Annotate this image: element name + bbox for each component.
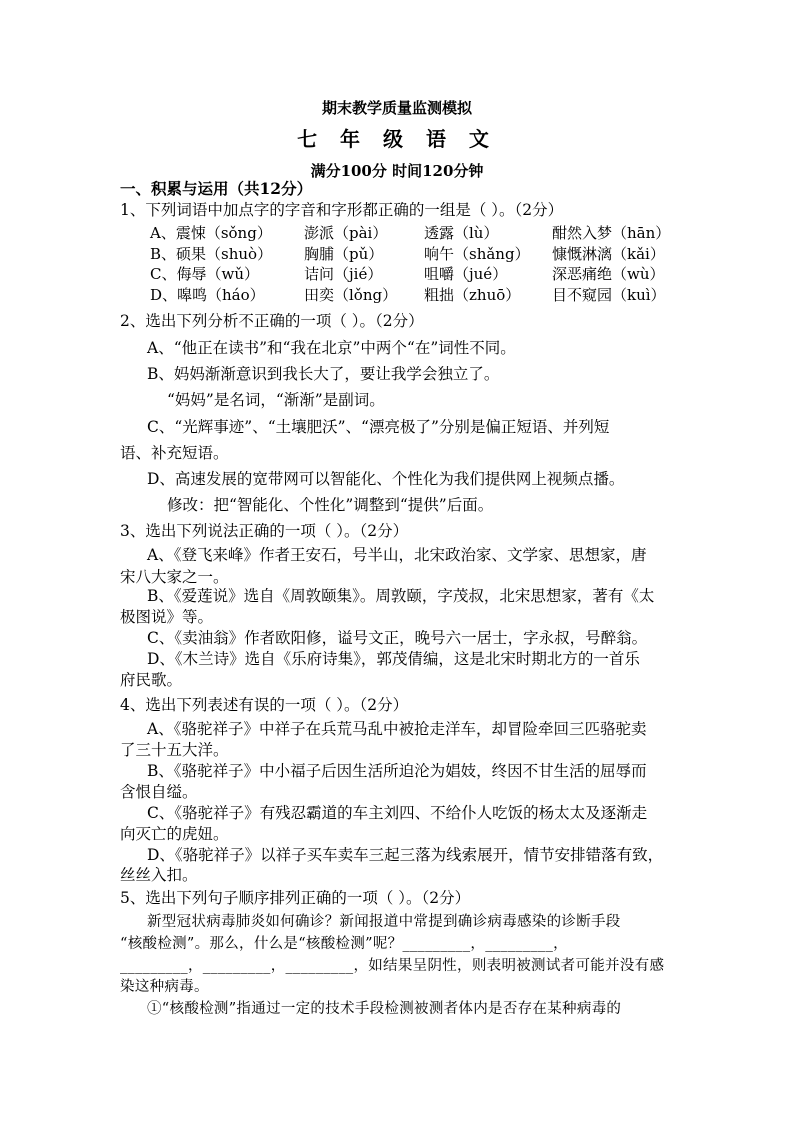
q3-option-a-line2: 宋八大家之一。	[120, 568, 229, 586]
section-heading: 一、积累与运用（共12分）	[120, 179, 313, 198]
q1-option-c-word3: 咀嚼（jué）	[424, 265, 508, 283]
q2-option-d: D、高速发展的宽带网可以智能化、个性化为我们提供网上视频点播。	[147, 470, 625, 488]
q3-option-b-line1: B、《爱莲说》选自《周敦颐集》。周敦颐，字茂叔，北宋思想家，著有《太	[147, 587, 655, 605]
q4-option-b-line2: 含恨自缢。	[120, 783, 198, 801]
q1-option-d-word4: 目不窥园（kuì）	[552, 286, 666, 304]
q2-option-b-note: “妈妈”是名词，“渐渐”是副词。	[167, 391, 385, 409]
question-1-stem: 1、下列词语中加点字的字音和字形都正确的一组是（ ）。（2分）	[120, 201, 564, 219]
q4-option-d-line1: D、《骆驼祥子》以祥子买车卖车三起三落为线索展开，情节安排错落有致，	[147, 846, 664, 864]
q1-option-d-word1: D、嗥鸣（háo）	[150, 286, 265, 304]
q1-option-c-word1: C、侮辱（wǔ）	[150, 265, 259, 283]
q1-option-a-word3: 透露（lù）	[424, 224, 499, 242]
question-5-stem: 5、选出下列句子顺序排列正确的一项（ ）。（2分）	[120, 889, 471, 907]
grade-subject-title: 七 年 级 语 文	[297, 127, 497, 151]
q5-passage-line2: “核酸检测”。那么，什么是“核酸检测”呢？_________，_________，	[120, 936, 568, 952]
q4-option-a-line1: A、《骆驼祥子》中祥子在兵荒马乱中被抢走洋车，却冒险牵回三匹骆驼卖	[147, 720, 647, 738]
question-2-stem: 2、选出下列分析不正确的一项（ ）。（2分）	[120, 312, 424, 330]
q1-option-c-word4: 深恶痛绝（wù）	[552, 265, 665, 283]
q3-option-d-line1: D、《木兰诗》选自《乐府诗集》，郭茂倩编，这是北宋时期北方的一首乐	[147, 650, 640, 668]
q1-option-d-word2: 田奕（lǒng）	[304, 286, 398, 304]
q1-option-b-word1: B、硕果（shuò）	[150, 245, 273, 263]
q1-option-a-word4: 酣然入梦（hān）	[552, 224, 671, 242]
q1-option-b-word4: 慷慨淋漓（kǎi）	[552, 245, 665, 263]
q4-option-a-line2: 了三十五大洋。	[120, 741, 229, 759]
q4-option-d-line2: 丝丝入扣。	[120, 866, 198, 884]
q1-option-a-word2: 澎派（pài）	[304, 224, 388, 242]
q3-option-c: C、《卖油翁》作者欧阳修，谥号文正，晚号六一居士，字永叔，号醉翁。	[147, 629, 648, 647]
q3-option-d-line2: 府民歌。	[120, 671, 183, 689]
q1-option-b-word3: 响午（shǎng）	[424, 245, 530, 263]
question-4-stem: 4、选出下列表述有误的一项（ ）。（2分）	[120, 696, 409, 714]
exam-title: 期末教学质量监测模拟	[321, 99, 472, 117]
q2-option-c-line1: C、“光辉事迹”、“土壤肥沃”、“漂亮极了”分别是偏正短语、并列短	[147, 418, 610, 436]
q2-option-c-line2: 语、补充短语。	[120, 444, 229, 462]
q4-option-c-line2: 向灭亡的虎妞。	[120, 825, 229, 843]
q1-option-a-word1: A、震悚（sǒng）	[150, 224, 272, 242]
q4-option-c-line1: C、《骆驼祥子》有残忍霸道的车主刘四、不给仆人吃饭的杨太太及逐渐走	[147, 804, 648, 822]
q2-option-b: B、妈妈渐渐意识到我长大了，要让我学会独立了。	[147, 365, 500, 383]
score-time-info: 满分100分 时间120分钟	[310, 162, 484, 180]
q5-passage-line4: 染这种病毒。	[120, 979, 209, 995]
q2-option-d-note: 修改：把“智能化、个性化”调整到“提供”后面。	[167, 496, 494, 514]
q5-passage-line1: 新型冠状病毒肺炎如何确诊？新闻报道中常提到确诊病毒感染的诊断手段	[147, 914, 621, 930]
q3-option-b-line2: 极图说》等。	[120, 608, 214, 626]
q3-option-a-line1: A、《登飞来峰》作者王安石，号半山，北宋政治家、文学家、思想家，唐	[147, 546, 647, 564]
q5-passage-line3: _________，_________，_________，如结果呈阴性，则表明被测试者可能并没有感	[120, 958, 665, 974]
q1-option-b-word2: 胸脯（pǔ）	[304, 245, 384, 263]
q2-option-a: A、“他正在读书”和“我在北京”中两个“在”词性不同。	[147, 339, 516, 357]
q4-option-b-line1: B、《骆驼祥子》中小福子后因生活所迫沦为娼妓，终因不甘生活的屈辱而	[147, 762, 647, 780]
q1-option-d-word3: 粗拙（zhuō）	[424, 286, 521, 304]
q1-option-c-word2: 诘问（jié）	[304, 265, 383, 283]
question-3-stem: 3、选出下列说法正确的一项（ ）。（2分）	[120, 522, 409, 540]
q5-sentence-1: ①“核酸检测”指通过一定的技术手段检测被测者体内是否存在某种病毒的	[147, 1001, 622, 1017]
